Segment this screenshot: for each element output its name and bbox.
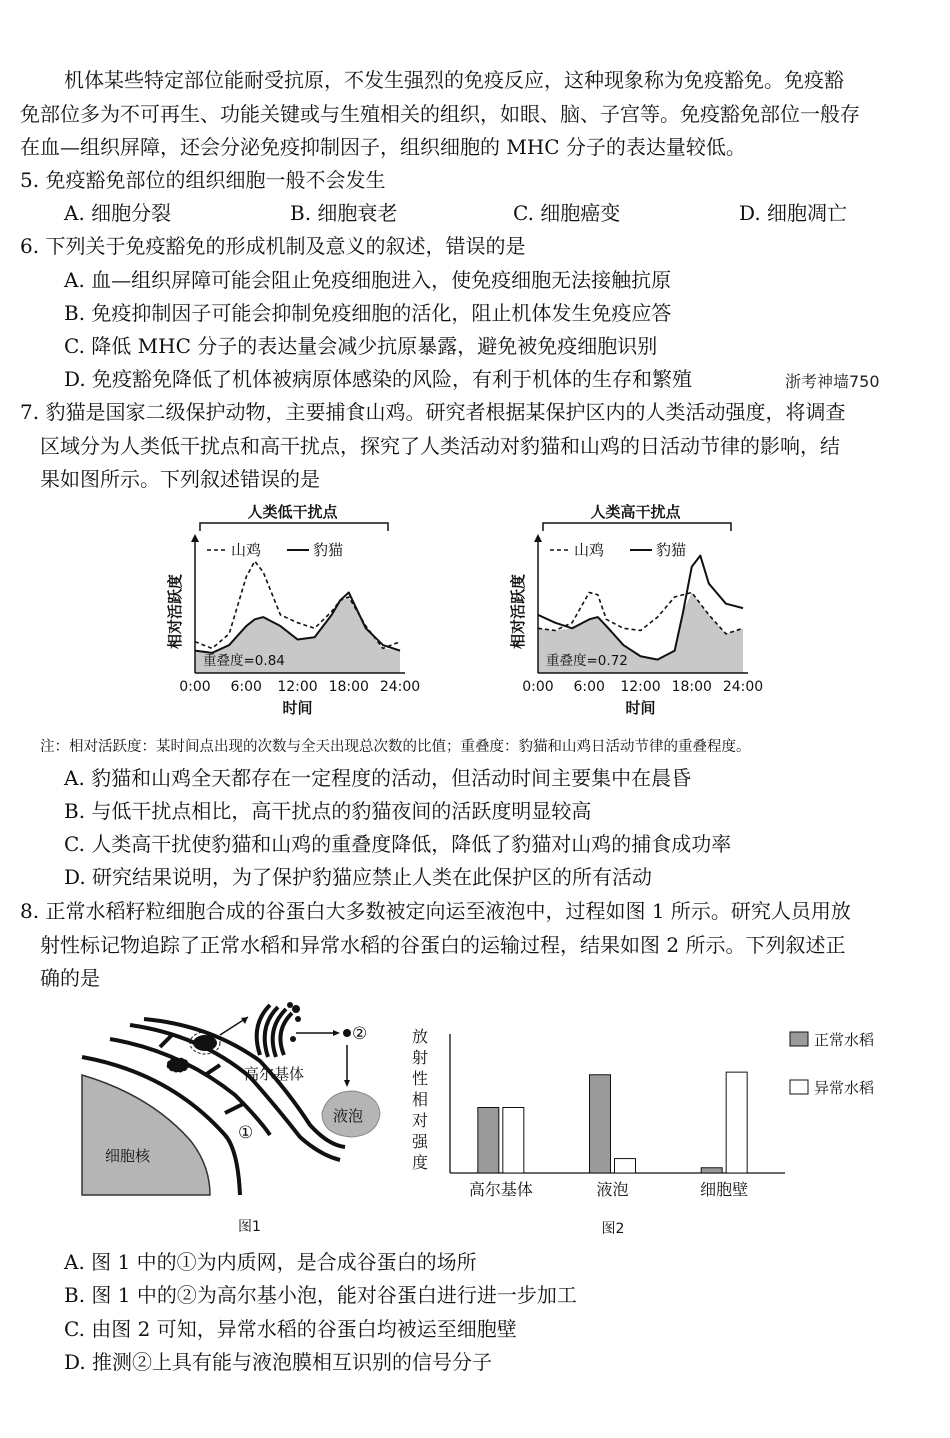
bar-abnormal-2: [726, 1072, 747, 1173]
x-tick-label: 24:00: [722, 679, 764, 695]
q8-stem-1: 8. 正常水稻籽粒细胞合成的谷蛋白大多数被定向运至液泡中，过程如图 1 所示。研究人员用放: [20, 899, 851, 923]
q7-option-d: D. 研究结果说明，为了保护豹猫应禁止人类在此保护区的所有活动: [64, 865, 653, 889]
activity-charts: [0, 495, 950, 730]
legend-label-abnormal: 异常水稻: [814, 1079, 875, 1097]
category-label: 高尔基体: [468, 1180, 533, 1199]
nucleus-shape: [82, 1075, 210, 1195]
figure-2-bar-chart: [400, 1020, 900, 1245]
watermark-text: 浙考神墙750: [785, 372, 880, 391]
y-axis-label-char: 强: [411, 1132, 429, 1151]
x-tick-label: 24:00: [379, 679, 421, 695]
q6-option-a: A. 血—组织屏障可能会阻止免疫细胞进入，使免疫细胞无法接触抗原: [64, 268, 672, 292]
q8-option-a: A. 图 1 中的①为内质网，是合成谷蛋白的场所: [64, 1250, 477, 1274]
chart-low-disturbance: [166, 503, 420, 717]
title-bracket: [543, 523, 731, 531]
q8-stem-3: 确的是: [40, 966, 100, 990]
q8-stem-2: 射性标记物追踪了正常水稻和异常水稻的谷蛋白的运输过程，结果如图 2 所示。下列叙述正: [40, 933, 846, 957]
y-axis-label-char: 相: [411, 1090, 429, 1109]
y-axis-label-char: 对: [411, 1111, 429, 1130]
legend-label-pheasant: 山鸡: [231, 541, 262, 559]
x-tick-label: 12:00: [277, 679, 318, 695]
bar-abnormal-1: [615, 1159, 636, 1173]
label-1: ①: [238, 1123, 254, 1143]
chart-title: 人类高干扰点: [590, 503, 681, 521]
x-tick-label: 0:00: [179, 679, 211, 695]
x-tick-label: 0:00: [522, 679, 554, 695]
q8-option-d: D. 推测②上具有能与液泡膜相互识别的信号分子: [64, 1350, 493, 1374]
q8-option-c: C. 由图 2 可知，异常水稻的谷蛋白均被运至细胞壁: [64, 1317, 517, 1341]
overlap-annotation: 重叠度=0.72: [546, 653, 628, 669]
x-axis-label: 时间: [625, 699, 656, 717]
passage-line-2: 免部位多为不可再生、功能关键或与生殖相关的组织，如眼、脑、子宫等。免疫豁免部位一般存: [20, 102, 860, 126]
y-axis-label-char: 射: [411, 1048, 429, 1067]
y-axis-label-char: 性: [411, 1069, 429, 1088]
bar-abnormal-0: [503, 1108, 524, 1174]
x-tick-label: 6:00: [573, 679, 605, 695]
q6-stem: 6. 下列关于免疫豁免的形成机制及意义的叙述，错误的是: [20, 234, 526, 258]
x-tick-label: 18:00: [671, 679, 712, 695]
q5-option-a: A. 细胞分裂: [64, 201, 172, 225]
q7-option-a: A. 豹猫和山鸡全天都存在一定程度的活动，但活动时间主要集中在晨昏: [64, 766, 692, 790]
legend-label-leopard-cat: 豹猫: [656, 541, 687, 559]
x-tick-label: 18:00: [328, 679, 369, 695]
q7-option-b: B. 与低干扰点相比，高干扰点的豹猫夜间的活跃度明显较高: [64, 799, 592, 823]
label-2: ②: [352, 1024, 368, 1044]
q7-note: 注：相对活跃度：某时间点出现的次数与全天出现总次数的比值；重叠度：豹猫和山鸡日活动节律的重叠程度。: [40, 739, 751, 755]
y-axis-label-char: 度: [411, 1153, 429, 1172]
legend-label-leopard-cat: 豹猫: [313, 541, 344, 559]
passage-line-1: 机体某些特定部位能耐受抗原，不发生强烈的免疫反应，这种现象称为免疫豁免。免疫豁: [64, 68, 844, 92]
legend-label-pheasant: 山鸡: [574, 541, 605, 559]
y-axis-label-char: 放: [411, 1027, 429, 1046]
q7-stem-3: 果如图所示。下列叙述错误的是: [40, 467, 320, 491]
q7-stem-1: 7. 豹猫是国家二级保护动物，主要捕食山鸡。研究者根据某保护区内的人类活动强度，将调查: [20, 400, 846, 424]
vesicle-2: [343, 1029, 351, 1037]
legend-swatch-normal: [790, 1032, 808, 1046]
label-golgi: 高尔基体: [244, 1065, 305, 1083]
q6-option-b: B. 免疫抑制因子可能会抑制免疫细胞的活化，阻止机体发生免疫应答: [64, 301, 672, 325]
y-axis-arrow: [191, 534, 199, 542]
q7-option-c: C. 人类高干扰使豹猫和山鸡的重叠度降低，降低了豹猫对山鸡的捕食成功率: [64, 832, 732, 856]
x-tick-label: 12:00: [620, 679, 661, 695]
q6-option-d: D. 免疫豁免降低了机体被病原体感染的风险，有利于机体的生存和繁殖: [64, 367, 693, 391]
bar-normal-0: [478, 1108, 499, 1174]
chart-high-disturbance: [509, 503, 763, 717]
bar-normal-2: [701, 1168, 722, 1173]
figure-2-caption: 图2: [601, 1221, 625, 1237]
y-axis-label: 相对活跃度: [509, 573, 527, 650]
figure-1-diagram: [60, 995, 420, 1245]
overlap-annotation: 重叠度=0.84: [203, 653, 285, 669]
x-tick-label: 6:00: [230, 679, 262, 695]
q8-option-b: B. 图 1 中的②为高尔基小泡，能对谷蛋白进行进一步加工: [64, 1283, 577, 1307]
category-label: 液泡: [596, 1180, 629, 1199]
passage-line-3: 在血—组织屏障，还会分泌免疫抑制因子，组织细胞的 MHC 分子的表达量较低。: [20, 135, 746, 159]
label-nucleus: 细胞核: [105, 1147, 151, 1165]
category-label: 细胞壁: [700, 1180, 749, 1199]
q7-stem-2: 区域分为人类低干扰点和高干扰点，探究了人类活动对豹猫和山鸡的日活动节律的影响，结: [40, 434, 840, 458]
q5-option-b: B. 细胞衰老: [290, 201, 398, 225]
label-vacuole: 液泡: [333, 1107, 364, 1125]
figure-1-caption: 图1: [238, 1219, 261, 1235]
legend-swatch-abnormal: [790, 1080, 808, 1094]
y-axis-label: 相对活跃度: [166, 573, 184, 650]
q5-option-d: D. 细胞凋亡: [739, 201, 848, 225]
chart-title: 人类低干扰点: [247, 503, 338, 521]
q5-stem: 5. 免疫豁免部位的组织细胞一般不会发生: [20, 168, 386, 192]
q6-option-c: C. 降低 MHC 分子的表达量会减少抗原暴露，避免被免疫细胞识别: [64, 334, 658, 358]
q5-option-c: C. 细胞癌变: [513, 201, 621, 225]
bar-normal-1: [590, 1075, 611, 1173]
title-bracket: [200, 523, 388, 531]
y-axis-arrow: [534, 534, 542, 542]
legend-label-normal: 正常水稻: [814, 1031, 875, 1049]
x-axis-label: 时间: [282, 699, 313, 717]
